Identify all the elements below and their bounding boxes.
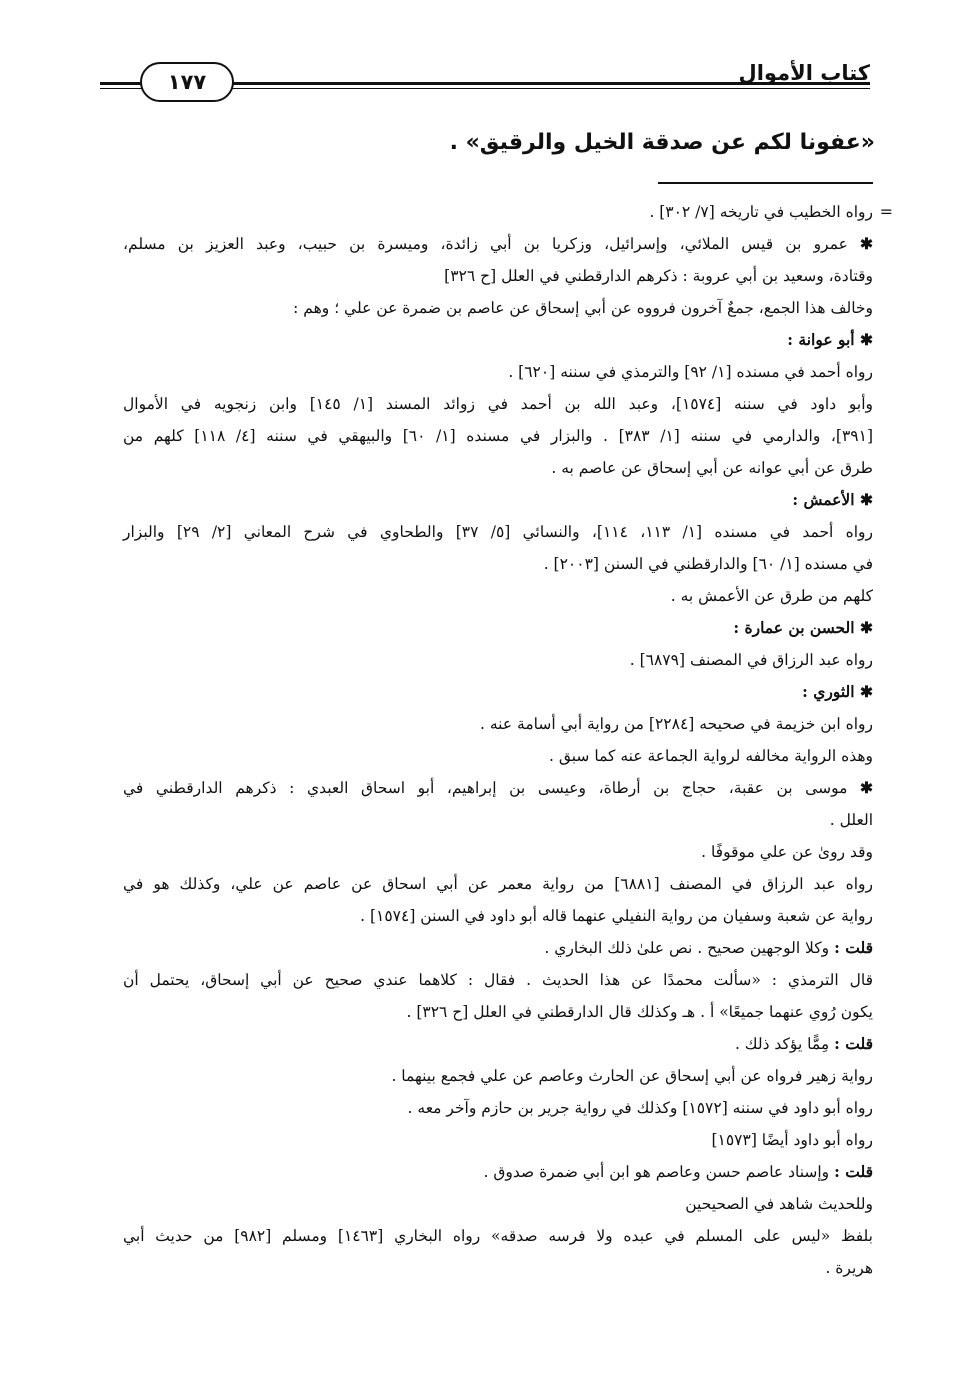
narrator-heading: ✱ أبو عوانة :: [123, 324, 873, 356]
hadith-text: «عفونا لكم عن صدقة الخيل والرقيق» .: [449, 130, 875, 155]
narrator-heading: ✱ الحسن بن عمارة :: [123, 612, 873, 644]
footnote-line: قال الترمذي : «سألت محمدًا عن هذا الحديث . فقال : كلاهما عندي صحيح عن أبي إسحاق، يحتمل أن: [123, 971, 873, 989]
star-icon: ✱: [860, 682, 873, 701]
footnote-line: ✱ عمرو بن قيس الملائي، وإسرائيل، وزكريا بن أبي زائدة، وميسرة بن حبيب، وعبد العزيز بن مسلم،: [123, 228, 873, 260]
footnotes-body: [123, 196, 893, 1284]
footnote-line: العلل .: [829, 811, 873, 829]
footnote-line: رواه أبو داود أيضًا [١٥٧٣]: [711, 1131, 873, 1149]
footnote-line: طرق عن أبي عوانه عن أبي إسحاق عن عاصم به .: [551, 459, 873, 477]
narrator-heading: ✱ الثوري :: [123, 676, 873, 708]
footnote-line: قلت : وإسناد عاصم حسن وعاصم هو ابن أبي ضمرة صدوق .: [483, 1162, 873, 1181]
star-icon: ✱: [860, 618, 873, 637]
footnote-line: وقد روىٰ عن علي موقوفًا .: [701, 843, 873, 861]
footnote-line: رواية عن شعبة وسفيان من رواية النفيلي عنهما قاله أبو داود في السنن [١٥٧٤] .: [360, 907, 873, 925]
footnote-line: وخالف هذا الجمع، جمعٌ آخرون فرووه عن أبي إسحاق عن عاصم بن ضمرة عن علي ؛ وهم :: [293, 299, 873, 317]
footnote-line: رواه عبد الرزاق في المصنف [٦٨٨١] من رواية معمر عن أبي اسحاق عن عاصم عن علي، وكذلك هو في: [123, 875, 873, 893]
star-icon: ✱: [860, 330, 873, 349]
footnote-line: ✱ موسى بن عقبة، حجاج بن أرطاة، وعيسى بن إبراهيم، أبو اسحاق العبدي : ذكرهم الدارقطني في: [123, 772, 873, 804]
footnote-line: قلت : وكلا الوجهين صحيح . نص علىٰ ذلك البخاري .: [544, 938, 873, 957]
footnote-line: بلفظ «ليس على المسلم في عبده ولا فرسه صدقه» رواه البخاري [١٤٦٣] ومسلم [٩٨٢] من حديث أبي: [123, 1227, 873, 1245]
star-icon: ✱: [860, 778, 873, 797]
footnote-separator: [658, 182, 873, 184]
footnote-line: رواه ابن خزيمة في صحيحه [٢٢٨٤] من رواية أبي أسامة عنه .: [480, 715, 873, 733]
footnote-line: هريرة .: [825, 1259, 873, 1277]
footnote-line: وهذه الرواية مخالفه لرواية الجماعة عنه كما سبق .: [548, 747, 873, 765]
star-icon: ✱: [860, 490, 873, 509]
footnote-line: وقتادة، وسعيد بن أبي عروبة : ذكرهم الدارقطني في العلل [ح ٣٢٦]: [444, 267, 873, 285]
narrator-heading: ✱ الأعمش :: [123, 484, 873, 516]
footnote-line: قلت : مِمًّا يؤكد ذلك .: [734, 1034, 873, 1053]
book-title: كتاب الأموال: [738, 61, 870, 85]
qult-label: قلت :: [834, 1162, 873, 1181]
footnote-line: [٣٩١]، والدارمي في سننه [١/ ٣٨٣] . والبزار في مسنده [١/ ٦٠] والبيهقي في سننه [٤/ ١١٨] كلهم من: [123, 427, 874, 445]
footnote-line: يكون رُوي عنهما جميعًا» أ . هـ وكذلك قال الدارقطني في العلل [ح ٣٢٦] .: [406, 1003, 873, 1021]
footnote-line: رواه عبد الرزاق في المصنف [٦٨٧٩] .: [629, 651, 873, 669]
footnote-line: رواية زهير فرواه عن أبي إسحاق عن الحارث وعاصم عن علي فجمع بينهما .: [391, 1067, 873, 1085]
footnote-line: وأبو داود في سننه [١٥٧٤]، وعبد الله بن أحمد في زوائد المسند [١/ ١٤٥] وابن زنجويه في الأموال: [123, 395, 874, 413]
footnote-line: رواه أبو داود في سننه [١٥٧٢] وكذلك في رواية جرير بن حازم وآخر معه .: [407, 1099, 873, 1117]
footnote-line: في مسنده [١/ ٦٠] والدارقطني في السنن [٢٠٠٣] .: [543, 555, 873, 573]
qult-label: قلت :: [834, 938, 873, 957]
footnote-line: كلهم من طرق عن الأعمش به .: [670, 587, 873, 605]
footnote-line: = رواه الخطيب في تاريخه [٧/ ٣٠٢] .: [123, 196, 873, 228]
continuation-marker: =: [879, 202, 893, 221]
footnote-line: وللحديث شاهد في الصحيحين: [685, 1195, 873, 1213]
footnote-line: رواه أحمد في مسنده [١/ ٩٢] والترمذي في سننه [٦٢٠] .: [508, 363, 873, 381]
page-header: [100, 50, 870, 110]
page-number: ١٧٧: [140, 62, 234, 102]
footnote-line: رواه أحمد في مسنده [١/ ١١٣، ١١٤]، والنسائي [٥/ ٣٧] والطحاوي في شرح المعاني [٢/ ٢٩] والبزار: [123, 523, 874, 541]
star-icon: ✱: [860, 234, 873, 253]
qult-label: قلت :: [834, 1034, 873, 1053]
